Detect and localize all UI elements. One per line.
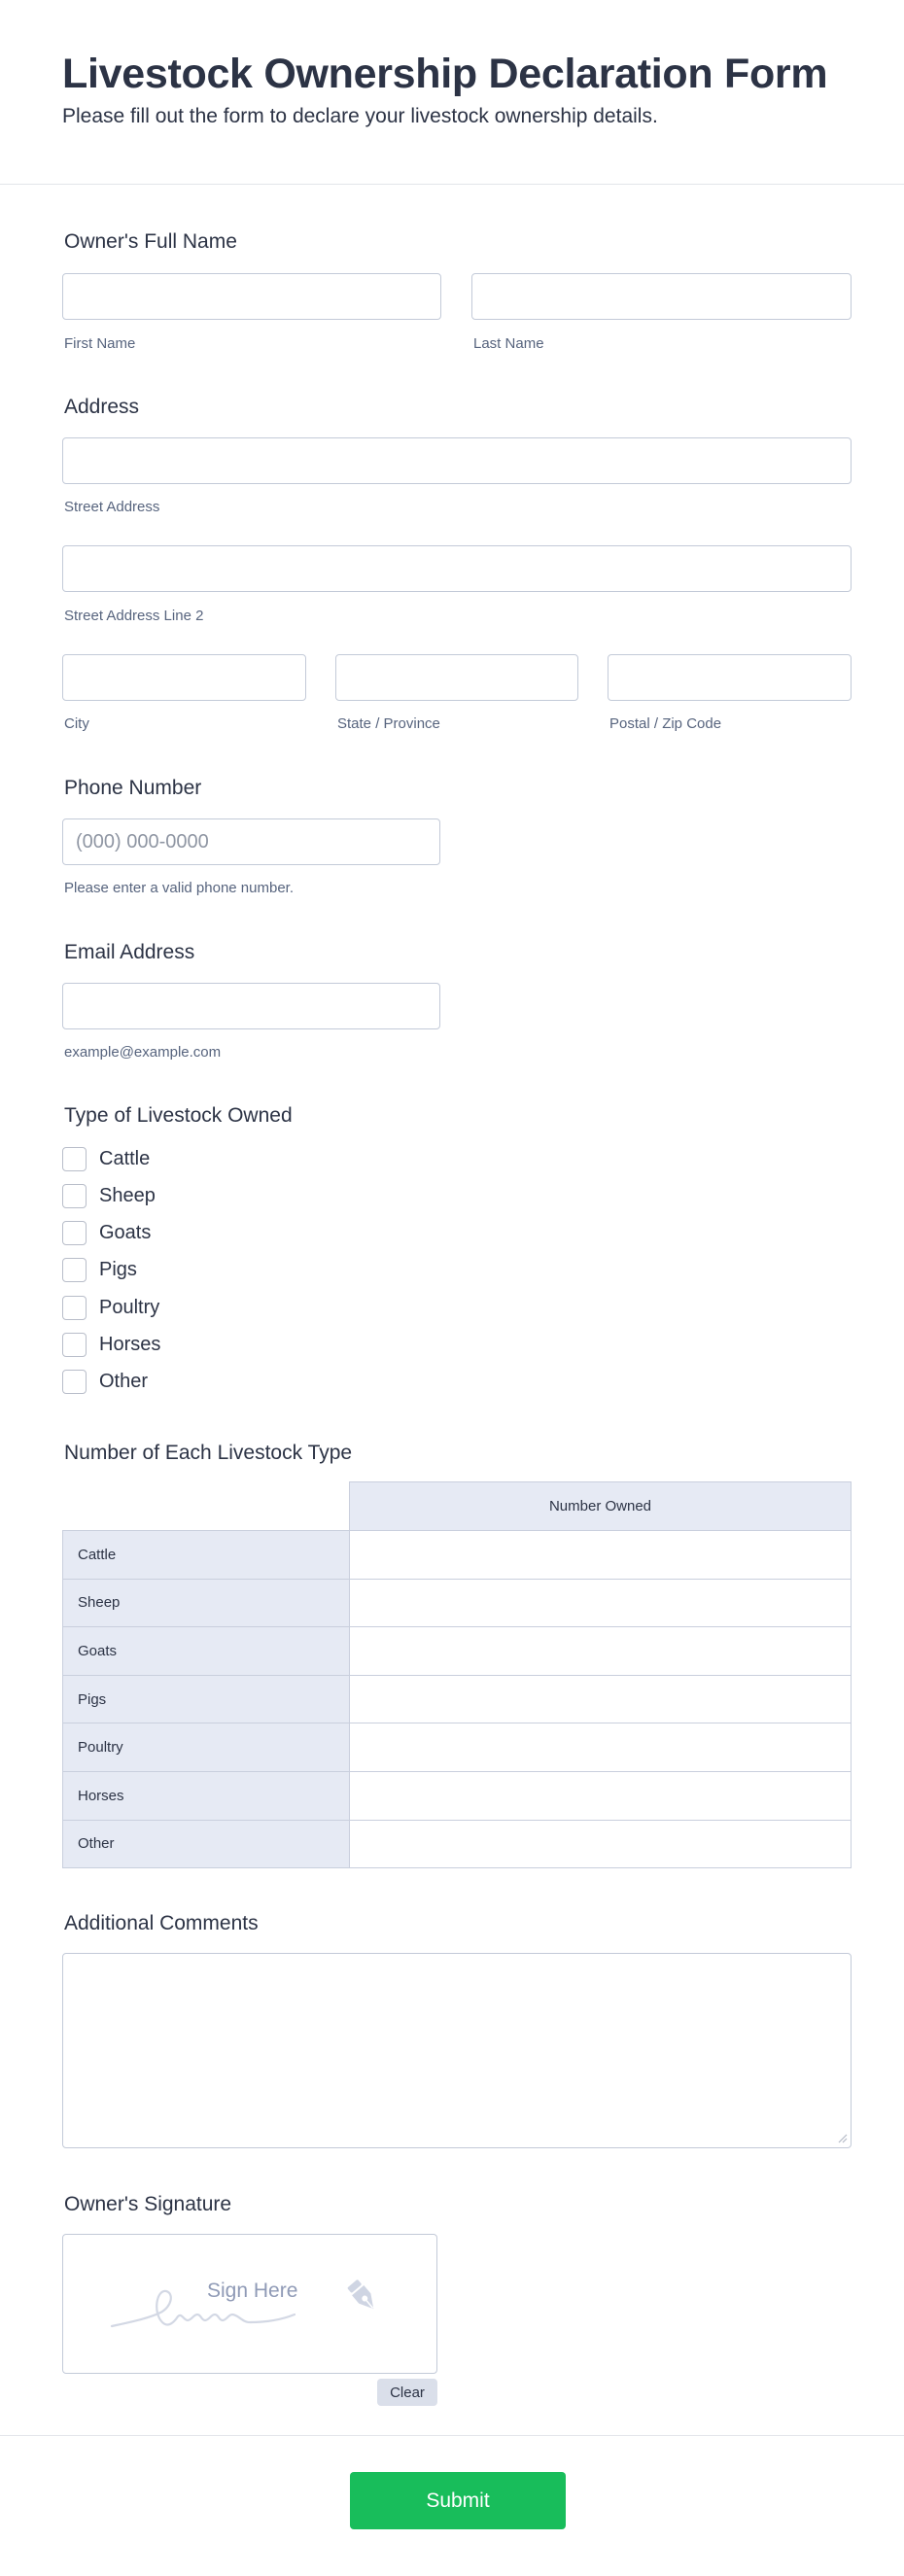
checkbox[interactable] [62,1221,87,1245]
checkbox-label: Other [99,1370,149,1392]
checkbox[interactable] [62,1258,87,1282]
matrix-row-header: Sheep [63,1579,350,1627]
checkbox[interactable] [62,1370,87,1394]
email-input[interactable] [62,983,440,1029]
email-label: Email Address [64,941,195,963]
livestock-count-label: Number of Each Livestock Type [64,1442,353,1464]
table-row [63,1579,852,1627]
checkbox-label: Goats [99,1221,152,1243]
street-address-sublabel: Street Address [64,499,160,515]
checkbox-option-goats[interactable] [62,1218,151,1247]
table-row [63,1820,852,1868]
matrix-cell-input[interactable] [350,1627,852,1676]
signature-placeholder: Sign Here [207,2280,298,2302]
matrix-corner [63,1482,350,1531]
checkbox-option-pigs[interactable] [62,1255,137,1284]
street-address-2-sublabel: Street Address Line 2 [64,608,204,624]
matrix-row-header: Pigs [63,1675,350,1723]
matrix-cell-input[interactable] [350,1723,852,1772]
checkbox[interactable] [62,1333,87,1357]
checkbox-label: Sheep [99,1184,156,1206]
comments-label: Additional Comments [64,1912,259,1934]
matrix-cell-input[interactable] [350,1675,852,1723]
phone-input[interactable] [62,818,440,865]
matrix-cell-input[interactable] [350,1579,852,1627]
phone-sublabel: Please enter a valid phone number. [64,880,294,896]
state-input[interactable] [335,654,578,701]
matrix-row-header: Cattle [63,1531,350,1580]
matrix-row-header: Poultry [63,1723,350,1772]
checkbox[interactable] [62,1147,87,1171]
matrix-cell-input[interactable] [350,1771,852,1820]
form-title: Livestock Ownership Declaration Form [62,51,828,97]
table-row [63,1531,852,1580]
matrix-cell-input[interactable] [350,1531,852,1580]
zip-sublabel: Postal / Zip Code [609,715,722,732]
pen-nib-icon [342,2276,385,2318]
matrix-cell-input[interactable] [350,1820,852,1868]
matrix-row-header: Horses [63,1771,350,1820]
clear-signature-button[interactable]: Clear [377,2379,437,2406]
checkbox-option-other[interactable] [62,1367,148,1396]
resize-grip-icon[interactable] [836,2132,848,2143]
checkbox-option-poultry[interactable] [62,1293,159,1322]
checkbox-option-cattle[interactable] [62,1144,150,1173]
last-name-sublabel: Last Name [473,335,544,352]
table-row [63,1627,852,1676]
city-input[interactable] [62,654,306,701]
form-header [0,0,904,185]
email-sublabel: example@example.com [64,1044,222,1061]
last-name-input[interactable] [471,273,852,320]
footer-divider [0,2435,904,2436]
checkbox-label: Cattle [99,1147,151,1169]
submit-button[interactable]: Submit [350,2472,566,2529]
table-row [63,1675,852,1723]
signature-pad[interactable] [62,2234,437,2374]
matrix-row-header: Goats [63,1627,350,1676]
livestock-count-matrix [62,1481,852,1868]
checkbox-label: Horses [99,1333,161,1355]
matrix-row-header: Other [63,1820,350,1868]
phone-label: Phone Number [64,777,202,799]
first-name-input[interactable] [62,273,441,320]
table-row [63,1723,852,1772]
matrix-column-header: Number Owned [350,1482,852,1531]
signature-label: Owner's Signature [64,2193,232,2215]
state-sublabel: State / Province [337,715,440,732]
livestock-type-label: Type of Livestock Owned [64,1104,293,1127]
table-row [63,1771,852,1820]
form-subtitle: Please fill out the form to declare your livestock ownership details. [62,105,658,127]
street-address-2-input[interactable] [62,545,852,592]
checkbox-label: Pigs [99,1258,137,1280]
checkbox-option-sheep[interactable] [62,1181,156,1210]
checkbox-option-horses[interactable] [62,1330,160,1359]
city-sublabel: City [64,715,89,732]
zip-input[interactable] [608,654,852,701]
checkbox[interactable] [62,1184,87,1208]
checkbox-label: Poultry [99,1296,160,1318]
address-label: Address [64,396,140,418]
comments-textarea[interactable] [62,1953,852,2148]
checkbox[interactable] [62,1296,87,1320]
street-address-input[interactable] [62,437,852,484]
owner-name-label: Owner's Full Name [64,230,237,253]
first-name-sublabel: First Name [64,335,136,352]
